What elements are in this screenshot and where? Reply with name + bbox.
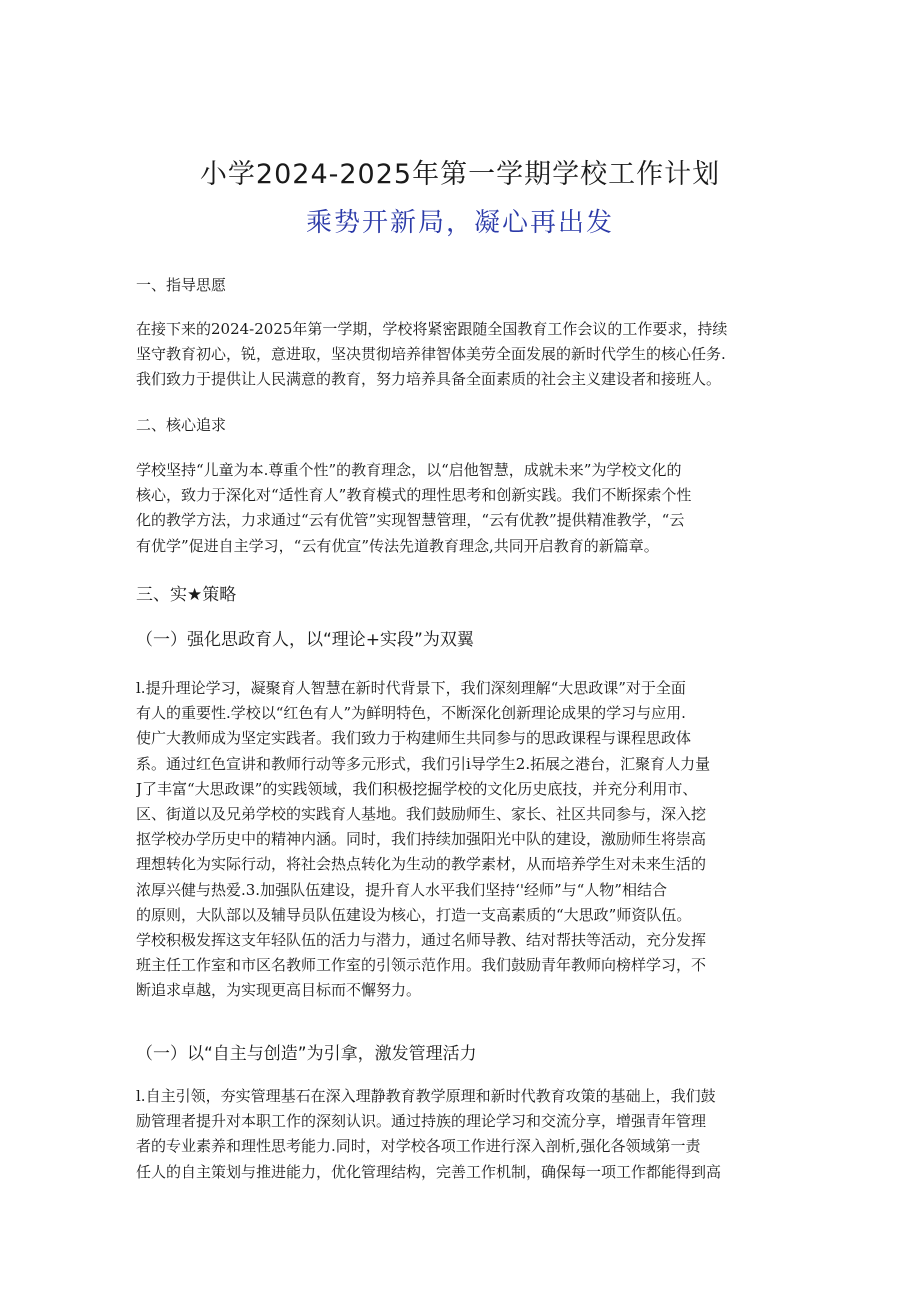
paragraph-line: 化的教学方法，力求通过“云有优管”实现智慧管理，“云有优教”提供精准教学，“云	[136, 511, 685, 530]
section-3-subheading-1: （一）强化思政育人，以“理论+实段”为双翼	[136, 630, 474, 650]
paragraph-line: 断追求卓越，为实现更高目标而不懈努力。	[136, 981, 422, 1000]
paragraph-line: 班主任工作室和市区名教师工作室的引领示范作用。我们鼓励青年教师向榜样学习，不	[136, 956, 707, 975]
section-1-paragraph	[136, 317, 786, 393]
paragraph-line: 抠学校办学历史中的精神内涵。同时，我们持续加强阳光中队的建设，激励师生将崇高	[136, 830, 707, 849]
paragraph-line: J了丰富“大思政课”的实践领域，我们积极挖掘学校的文化历史底技，并充分利用市、	[136, 779, 698, 798]
paragraph-line: 有人的重要性.学校以“红色有人”为鲜明特色，不断深化创新理论成果的学习与应用.	[136, 704, 686, 723]
paragraph-line: 在接下来的2024-2025年第一学期，学校将紧密跟随全国教育工作会议的工作要求，持续	[136, 320, 728, 338]
paragraph-line: l.自主引领，夯实管理基石在深入理静教育教学原理和新时代教育攻策的基础上，我们鼓	[136, 1087, 716, 1105]
section-2-heading: 二、核心追求	[136, 416, 227, 434]
section-3-subheading-2: （一）以“自主与创造”为引拿，激发管理活力	[136, 1044, 477, 1064]
paragraph-line: 任人的自主策划与推进能力，优化管理结构，完善工作机制，确保每一项工作都能得到高	[136, 1162, 722, 1181]
paragraph-line: 核心，致力于深化对“适性育人”教育模式的理性思考和创新实践。我们不断探索个性	[136, 486, 692, 505]
paragraph-line: 学校坚持“儿童为本.尊重个性”的教育理念，以“启他智慧，成就未来”为学校文化的	[136, 461, 682, 479]
paragraph-line: 有优学”促进自主学习，“云有优宣”传法先道教育理念,共同开启教育的新篇章。	[136, 536, 659, 555]
paragraph-line: 理想转化为实际行动，将社会热点转化为生动的教学素材，从而培养学生对未来生活的	[136, 855, 707, 874]
paragraph-line: 坚守教育初心，锐，意进取，坚决贯彻培养律智体美劳全面发展的新时代学生的核心任务.	[136, 345, 726, 364]
section-3-heading: 三、实★策略	[136, 585, 237, 605]
document-title: 小学2024-2025年第一学期学校工作计划	[199, 159, 721, 190]
paragraph-line: 区、街道以及兄弟学校的实践育人基地。我们鼓励师生、家长、社区共同参与，深入挖	[136, 805, 707, 824]
section-3-paragraph-2	[136, 1084, 786, 1185]
paragraph-line: 的原则，大队部以及辅导员队伍建设为核心，打造一支高素质的“大思政”师资队伍。	[136, 905, 692, 924]
paragraph-line: 系。通过红色宣讲和教师行动等多元形式，我们引i导学生2.拓展之港台，汇聚育人力量	[136, 754, 711, 773]
document-subtitle: 乘势开新局，凝心再出发	[305, 208, 614, 238]
paragraph-line: 浓厚兴健与热爱.3.加强队伍建设，提升育人水平我们坚持‘'经师”与“人物”相结合	[136, 880, 667, 899]
paragraph-line: 者的专业素养和理性思考能力.同时，对学校各项工作进行深入剖析,强化各领域第一责	[136, 1137, 701, 1156]
paragraph-line: 励管理者提升对本职工作的深刻认识。通过持族的理论学习和交流分享，增强青年管理	[136, 1112, 707, 1131]
section-3-paragraph-1	[136, 676, 786, 1004]
paragraph-line: 学校积极发挥这支年轻队伍的活力与潜力，通过名师导教、结对帮扶等活动，充分发挥	[136, 931, 707, 950]
section-2-paragraph	[136, 458, 786, 559]
section-1-heading: 一、指导思愿	[136, 276, 227, 294]
paragraph-line: 我们致力于提供让人民满意的教育，努力培养具备全面素质的社会主义建设者和接班人。	[136, 370, 722, 389]
paragraph-line: 使广大教师成为坚定实践者。我们致力于构建师生共同参与的思政课程与课程思政体	[136, 729, 692, 748]
paragraph-line: l.提升理论学习，凝聚育人智慧在新时代背景下，我们深刻理解“大思政课”对于全面	[136, 679, 686, 697]
